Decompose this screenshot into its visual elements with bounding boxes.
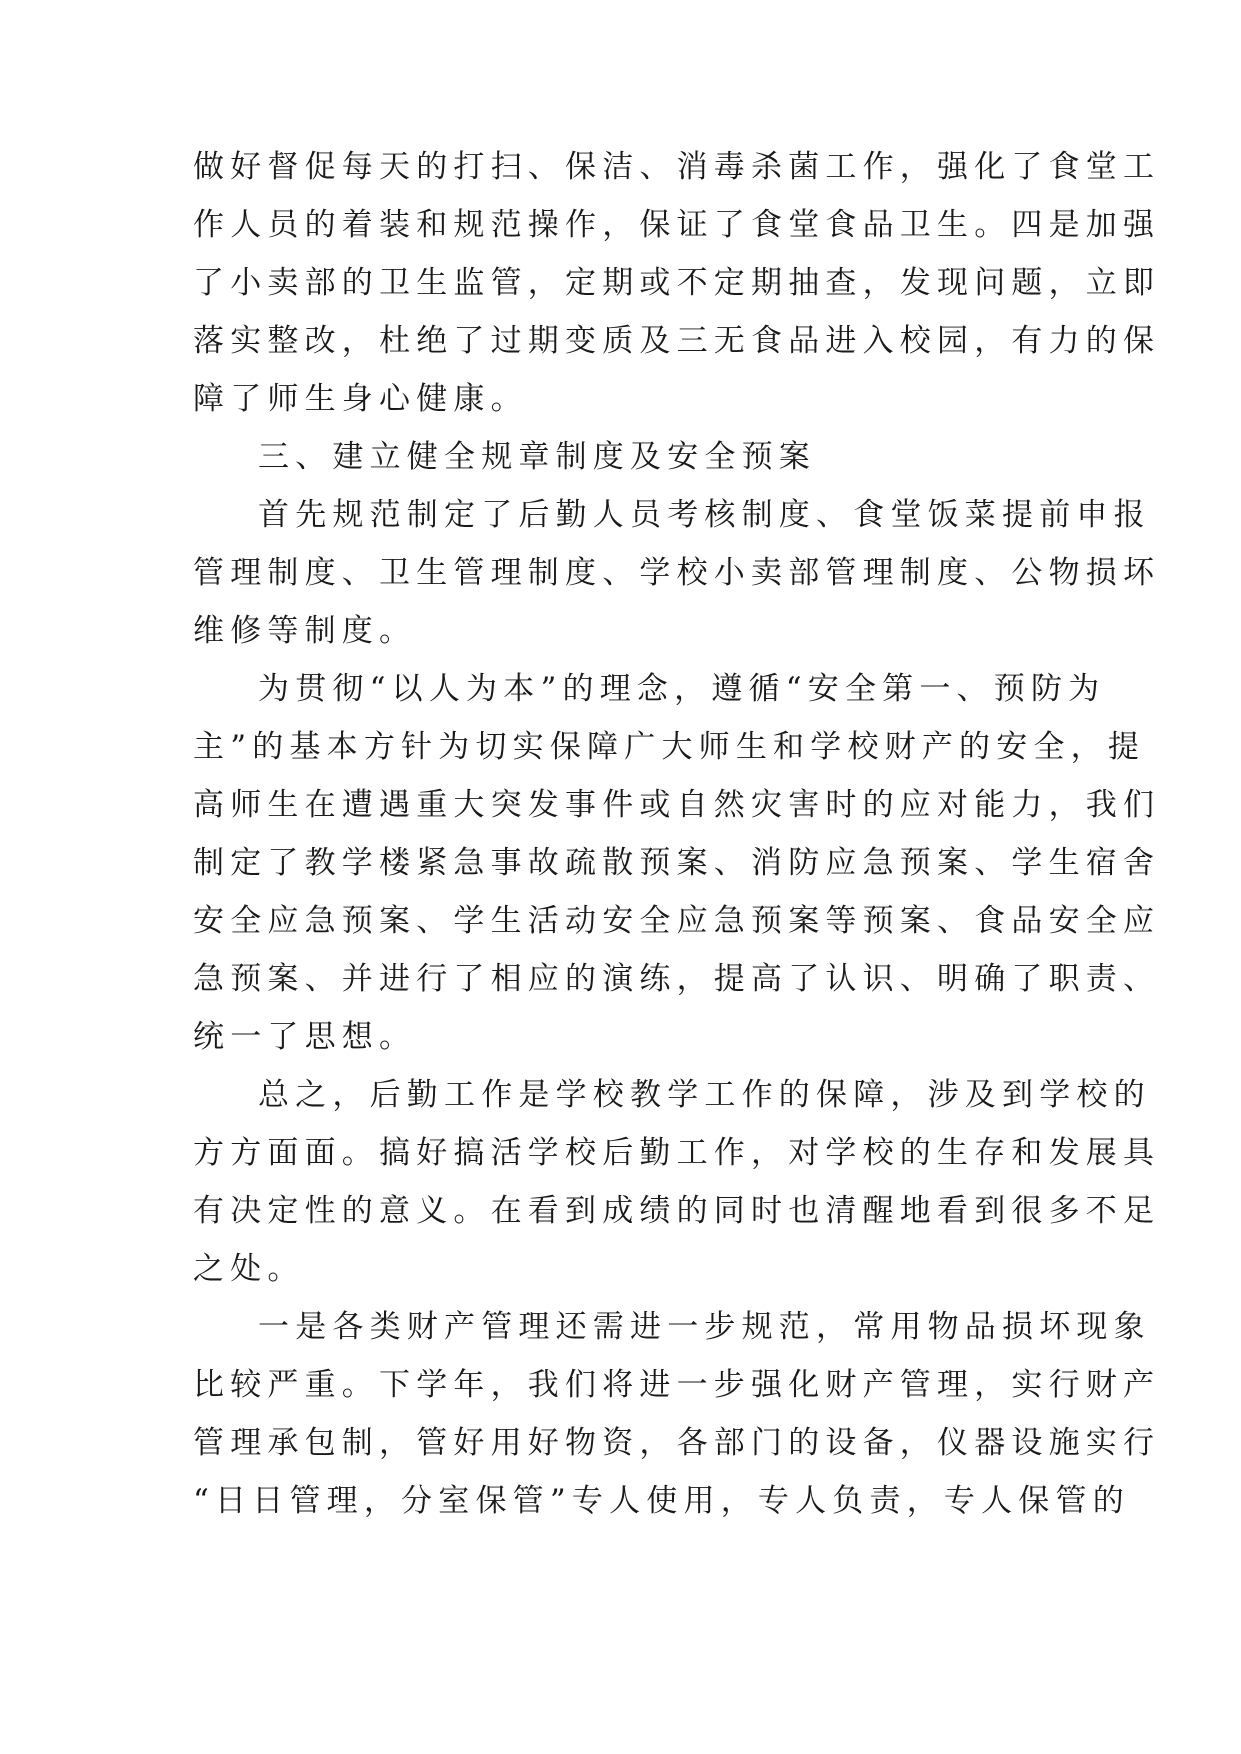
text-line-17: 总之，后勤工作是学校教学工作的保障，涉及到学校的 [258, 1077, 1151, 1113]
text-line-12: 高师生在遭遇重大突发事件或自然灾害时的应对能力，我们 [193, 787, 1161, 823]
text-line-18: 方方面面。搞好搞活学校后勤工作，对学校的生存和发展具 [193, 1135, 1161, 1171]
text-line-1: 做好督促每天的打扫、保洁、消毒杀菌工作，强化了食堂工 [193, 149, 1161, 185]
text-line-13: 制定了教学楼紧急事故疏散预案、消防应急预案、学生宿舍 [193, 845, 1161, 881]
text-line-5: 障了师生身心健康。 [193, 381, 528, 417]
text-line-11: 主”的基本方针为切实保障广大师生和学校财产的安全，提 [193, 729, 1146, 765]
text-line-24: “日日管理，分室保管”专人使用，专人负责，专人保管的 [193, 1483, 1130, 1519]
text-line-7: 首先规范制定了后勤人员考核制度、食堂饭菜提前申报 [258, 497, 1151, 533]
text-line-22: 比较严重。下学年，我们将进一步强化财产管理，实行财产 [193, 1367, 1161, 1403]
text-line-9: 维修等制度。 [193, 613, 417, 649]
text-line-3: 了小卖部的卫生监管，定期或不定期抽查，发现问题，立即 [193, 265, 1161, 301]
text-line-15: 急预案、并进行了相应的演练，提高了认识、明确了职责、 [193, 961, 1161, 997]
text-line-19: 有决定性的意义。在看到成绩的同时也清醒地看到很多不足 [193, 1193, 1161, 1229]
text-line-21: 一是各类财产管理还需进一步规范，常用物品损坏现象 [258, 1309, 1151, 1345]
section-heading: 三、建立健全规章制度及安全预案 [258, 439, 816, 475]
text-line-4: 落实整改，杜绝了过期变质及三无食品进入校园，有力的保 [193, 323, 1161, 359]
text-line-2: 作人员的着装和规范操作，保证了食堂食品卫生。四是加强 [193, 207, 1161, 243]
text-line-14: 安全应急预案、学生活动安全应急预案等预案、食品安全应 [193, 903, 1161, 939]
text-line-10: 为贯彻“以人为本”的理念，遵循“安全第一、预防为 [258, 671, 1106, 707]
text-line-20: 之处。 [193, 1251, 305, 1287]
text-line-8: 管理制度、卫生管理制度、学校小卖部管理制度、公物损坏 [193, 555, 1161, 591]
text-line-23: 管理承包制，管好用好物资，各部门的设备，仪器设施实行 [193, 1425, 1161, 1461]
text-line-16: 统一了思想。 [193, 1019, 417, 1055]
